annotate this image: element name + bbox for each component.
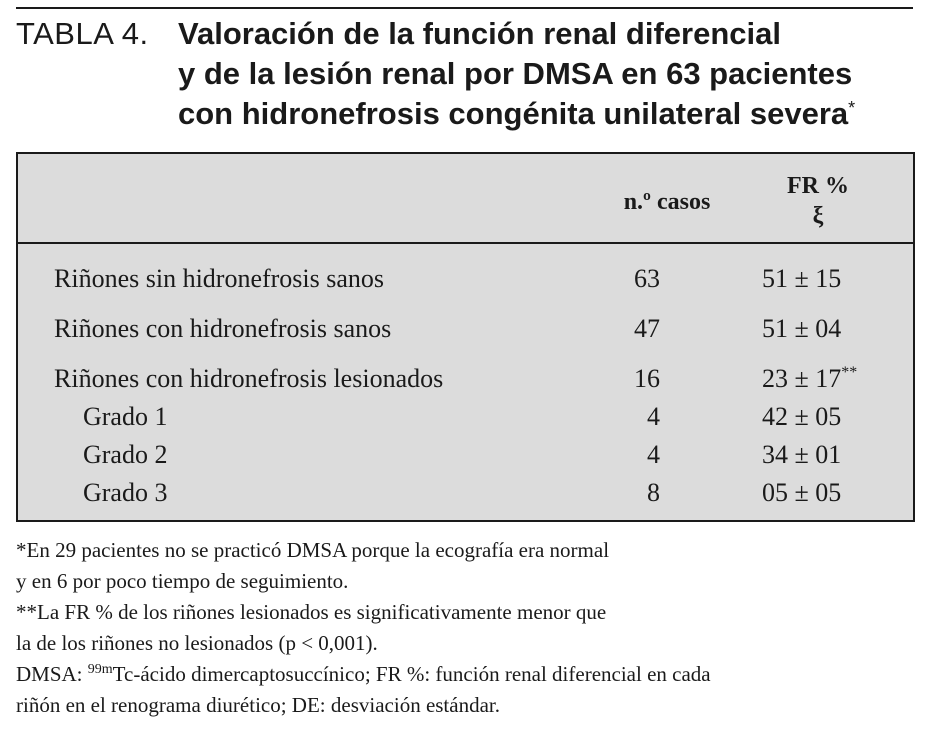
row-fr: [762, 312, 841, 346]
row-cases: 4: [647, 440, 660, 469]
significance-mark: **: [841, 364, 858, 381]
footnote-line: [16, 659, 913, 690]
row-label: Riñones con hidronefrosis lesionados: [54, 364, 444, 393]
row-fr-value: 23 ± 17: [762, 364, 842, 393]
row-fr: [762, 400, 841, 434]
row-fr-value: 05 ± 05: [762, 478, 842, 507]
column-header-cases: n.º casos: [623, 189, 711, 215]
table-row: [18, 262, 913, 296]
row-fr-value: 34 ± 01: [762, 440, 842, 469]
row-label: Riñones sin hidronefrosis sanos: [54, 264, 385, 293]
row-label: Grado 2: [83, 440, 168, 469]
column-header-fr: [748, 171, 888, 231]
table-row: [18, 476, 913, 510]
table-row: [18, 312, 913, 346]
row-cases: 16: [634, 364, 660, 393]
row-fr: [762, 262, 841, 296]
title-line-3: [178, 94, 855, 134]
row-cases: 4: [647, 402, 660, 431]
title-line-3-text: con hidronefrosis congénita unilateral severa: [178, 96, 849, 131]
row-cases: 8: [647, 478, 660, 507]
footnotes: [16, 535, 913, 721]
row-cases: 63: [634, 264, 660, 293]
footnote-line: *En 29 pacientes no se practicó DMSA porque la ecografía era normal: [16, 538, 610, 562]
row-fr-value: 51 ± 15: [762, 264, 842, 293]
title-line-2: y de la lesión renal por DMSA en 63 pacientes: [178, 56, 853, 91]
title-footnote-mark: *: [848, 98, 856, 118]
isotope-superscript: 99m: [87, 662, 113, 677]
row-fr: [762, 362, 857, 396]
row-fr-value: 51 ± 04: [762, 314, 842, 343]
row-label: Grado 1: [83, 402, 168, 431]
data-table: [16, 152, 915, 522]
row-fr: [762, 476, 841, 510]
table-row: [18, 438, 913, 472]
title-line-1: Valoración de la función renal diferencial: [178, 16, 781, 51]
footnote-abbrev-prefix: DMSA:: [16, 662, 88, 686]
row-fr: [762, 438, 841, 472]
footnote-line: **La FR % de los riñones lesionados es significativamente menor que: [16, 600, 607, 624]
footnote-line: la de los riñones no lesionados (p < 0,001).: [16, 631, 378, 655]
row-fr-value: 42 ± 05: [762, 402, 842, 431]
footnote-abbrev-rest: Tc-ácido dimercaptosuccínico; FR %: función renal diferencial en cada: [112, 662, 711, 686]
row-label: Riñones con hidronefrosis sanos: [54, 314, 392, 343]
header-divider: [18, 242, 913, 244]
footnote-line: riñón en el renograma diurético; DE: desviación estándar.: [16, 693, 500, 717]
column-header-fr-line1: FR %: [787, 173, 849, 199]
row-label: Grado 3: [83, 478, 168, 507]
table-row: [18, 400, 913, 434]
row-cases: 47: [634, 314, 660, 343]
table-title: [178, 14, 855, 134]
table-row: [18, 362, 913, 396]
table-label: TABLA 4.: [16, 16, 149, 51]
footnote-line: y en 6 por poco tiempo de seguimiento.: [16, 569, 349, 593]
column-header-fr-line2: ξ: [812, 203, 824, 229]
top-rule: [16, 7, 913, 9]
